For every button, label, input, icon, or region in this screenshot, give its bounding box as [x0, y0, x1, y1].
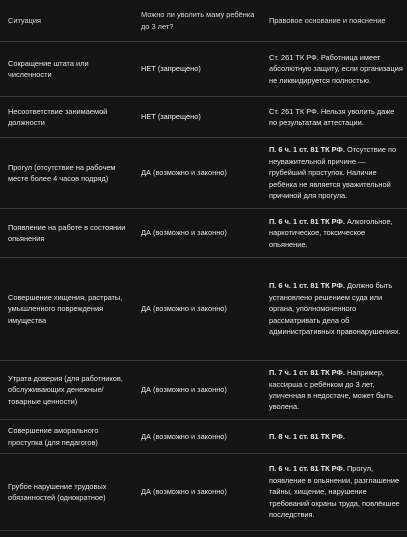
cell-basis: [261, 97, 407, 138]
table-row: [0, 42, 407, 97]
basis-text: Ст. 261 ТК РФ. Работница имеет абсолютную защиту, если организация не ликвидируется полностью.: [269, 52, 403, 85]
cell-basis: [261, 209, 407, 258]
cell-basis: [261, 138, 407, 209]
table-row: [0, 454, 407, 531]
cell-verdict: ДА (возможно и законно): [133, 420, 261, 454]
table-row: [0, 97, 407, 138]
basis-text: Должно быть установлено решением суда или органа, уполномоченного рассматривать дела об административных правонарушениях.: [269, 281, 401, 337]
cell-verdict: ДА (возможно и законно): [133, 209, 261, 258]
basis-ref: П. 6 ч. 1 ст. 81 ТК РФ.: [269, 145, 345, 155]
cell-basis: [261, 420, 407, 454]
table-row: [0, 361, 407, 420]
cell-basis: [261, 361, 407, 420]
basis-text: Ст. 261 ТК РФ. Нельзя уволить даже по результатам аттестации.: [269, 106, 395, 127]
basis-text: Например, кассирша с ребёнком до 3 лет, уличенная в недостаче, может быть уволена.: [269, 368, 393, 412]
basis-text: Отсутствие по неуважительной причине — грубейший проступок. Наличие ребёнка не является уважительной причиной для прогула.: [269, 145, 397, 201]
table-header-row: [0, 0, 407, 42]
cell-situation: Прогул (отсутствие на рабочем месте более 4 часов подряд): [0, 138, 133, 209]
basis-text: Алкогольное, наркотическое, токсическое опьянение.: [269, 216, 393, 249]
basis-ref: П. 7 ч. 1 ст. 81 ТК РФ.: [269, 368, 345, 378]
cell-verdict: ДА (возможно и законно): [133, 138, 261, 209]
basis-ref: П. 6 ч. 1 ст. 81 ТК РФ.: [269, 216, 345, 226]
basis-text: Прогул, появление в опьянении, разглашение тайны, хищение, нарушение требований охраны труда, повлёкшее последствия.: [269, 464, 400, 520]
table-row: [0, 138, 407, 209]
basis-ref: П. 6 ч. 1 ст. 81 ТК РФ.: [269, 464, 345, 474]
cell-situation: Сокращение штата или численности: [0, 42, 133, 97]
cell-verdict: НЕТ (запрещено): [133, 97, 261, 138]
cell-verdict: ДА (возможно и законно): [133, 361, 261, 420]
cell-verdict: ДА (возможно и законно): [133, 454, 261, 531]
basis-ref: П. 6 ч. 1 ст. 81 ТК РФ.: [269, 281, 345, 291]
cell-situation: Несоответствие занимаемой должности: [0, 97, 133, 138]
cell-verdict: ДА (возможно и законно): [133, 258, 261, 361]
table-row: [0, 209, 407, 258]
cell-basis: [261, 42, 407, 97]
cell-situation: Появление на работе в состоянии опьянения: [0, 209, 133, 258]
header-basis: Правовое основание и пояснение: [261, 0, 407, 42]
cell-situation: Грубое нарушение трудовых обязанностей (однократное): [0, 454, 133, 531]
cell-situation: Совершение хищения, растраты, умышленного повреждения имущества: [0, 258, 133, 361]
basis-ref: П. 8 ч. 1 ст. 81 ТК РФ.: [269, 431, 345, 441]
header-verdict: Можно ли уволить маму ребёнка до 3 лет?: [133, 0, 261, 42]
cell-basis: [261, 454, 407, 531]
cell-situation: Совершение аморального проступка (для педагогов): [0, 420, 133, 454]
cell-situation: Утрата доверия (для работников, обслуживающих денежные/товарные ценности): [0, 361, 133, 420]
header-situation: Ситуация: [0, 0, 133, 42]
cell-basis: [261, 258, 407, 361]
table-row: [0, 420, 407, 454]
cell-verdict: НЕТ (запрещено): [133, 42, 261, 97]
table-row: [0, 258, 407, 361]
